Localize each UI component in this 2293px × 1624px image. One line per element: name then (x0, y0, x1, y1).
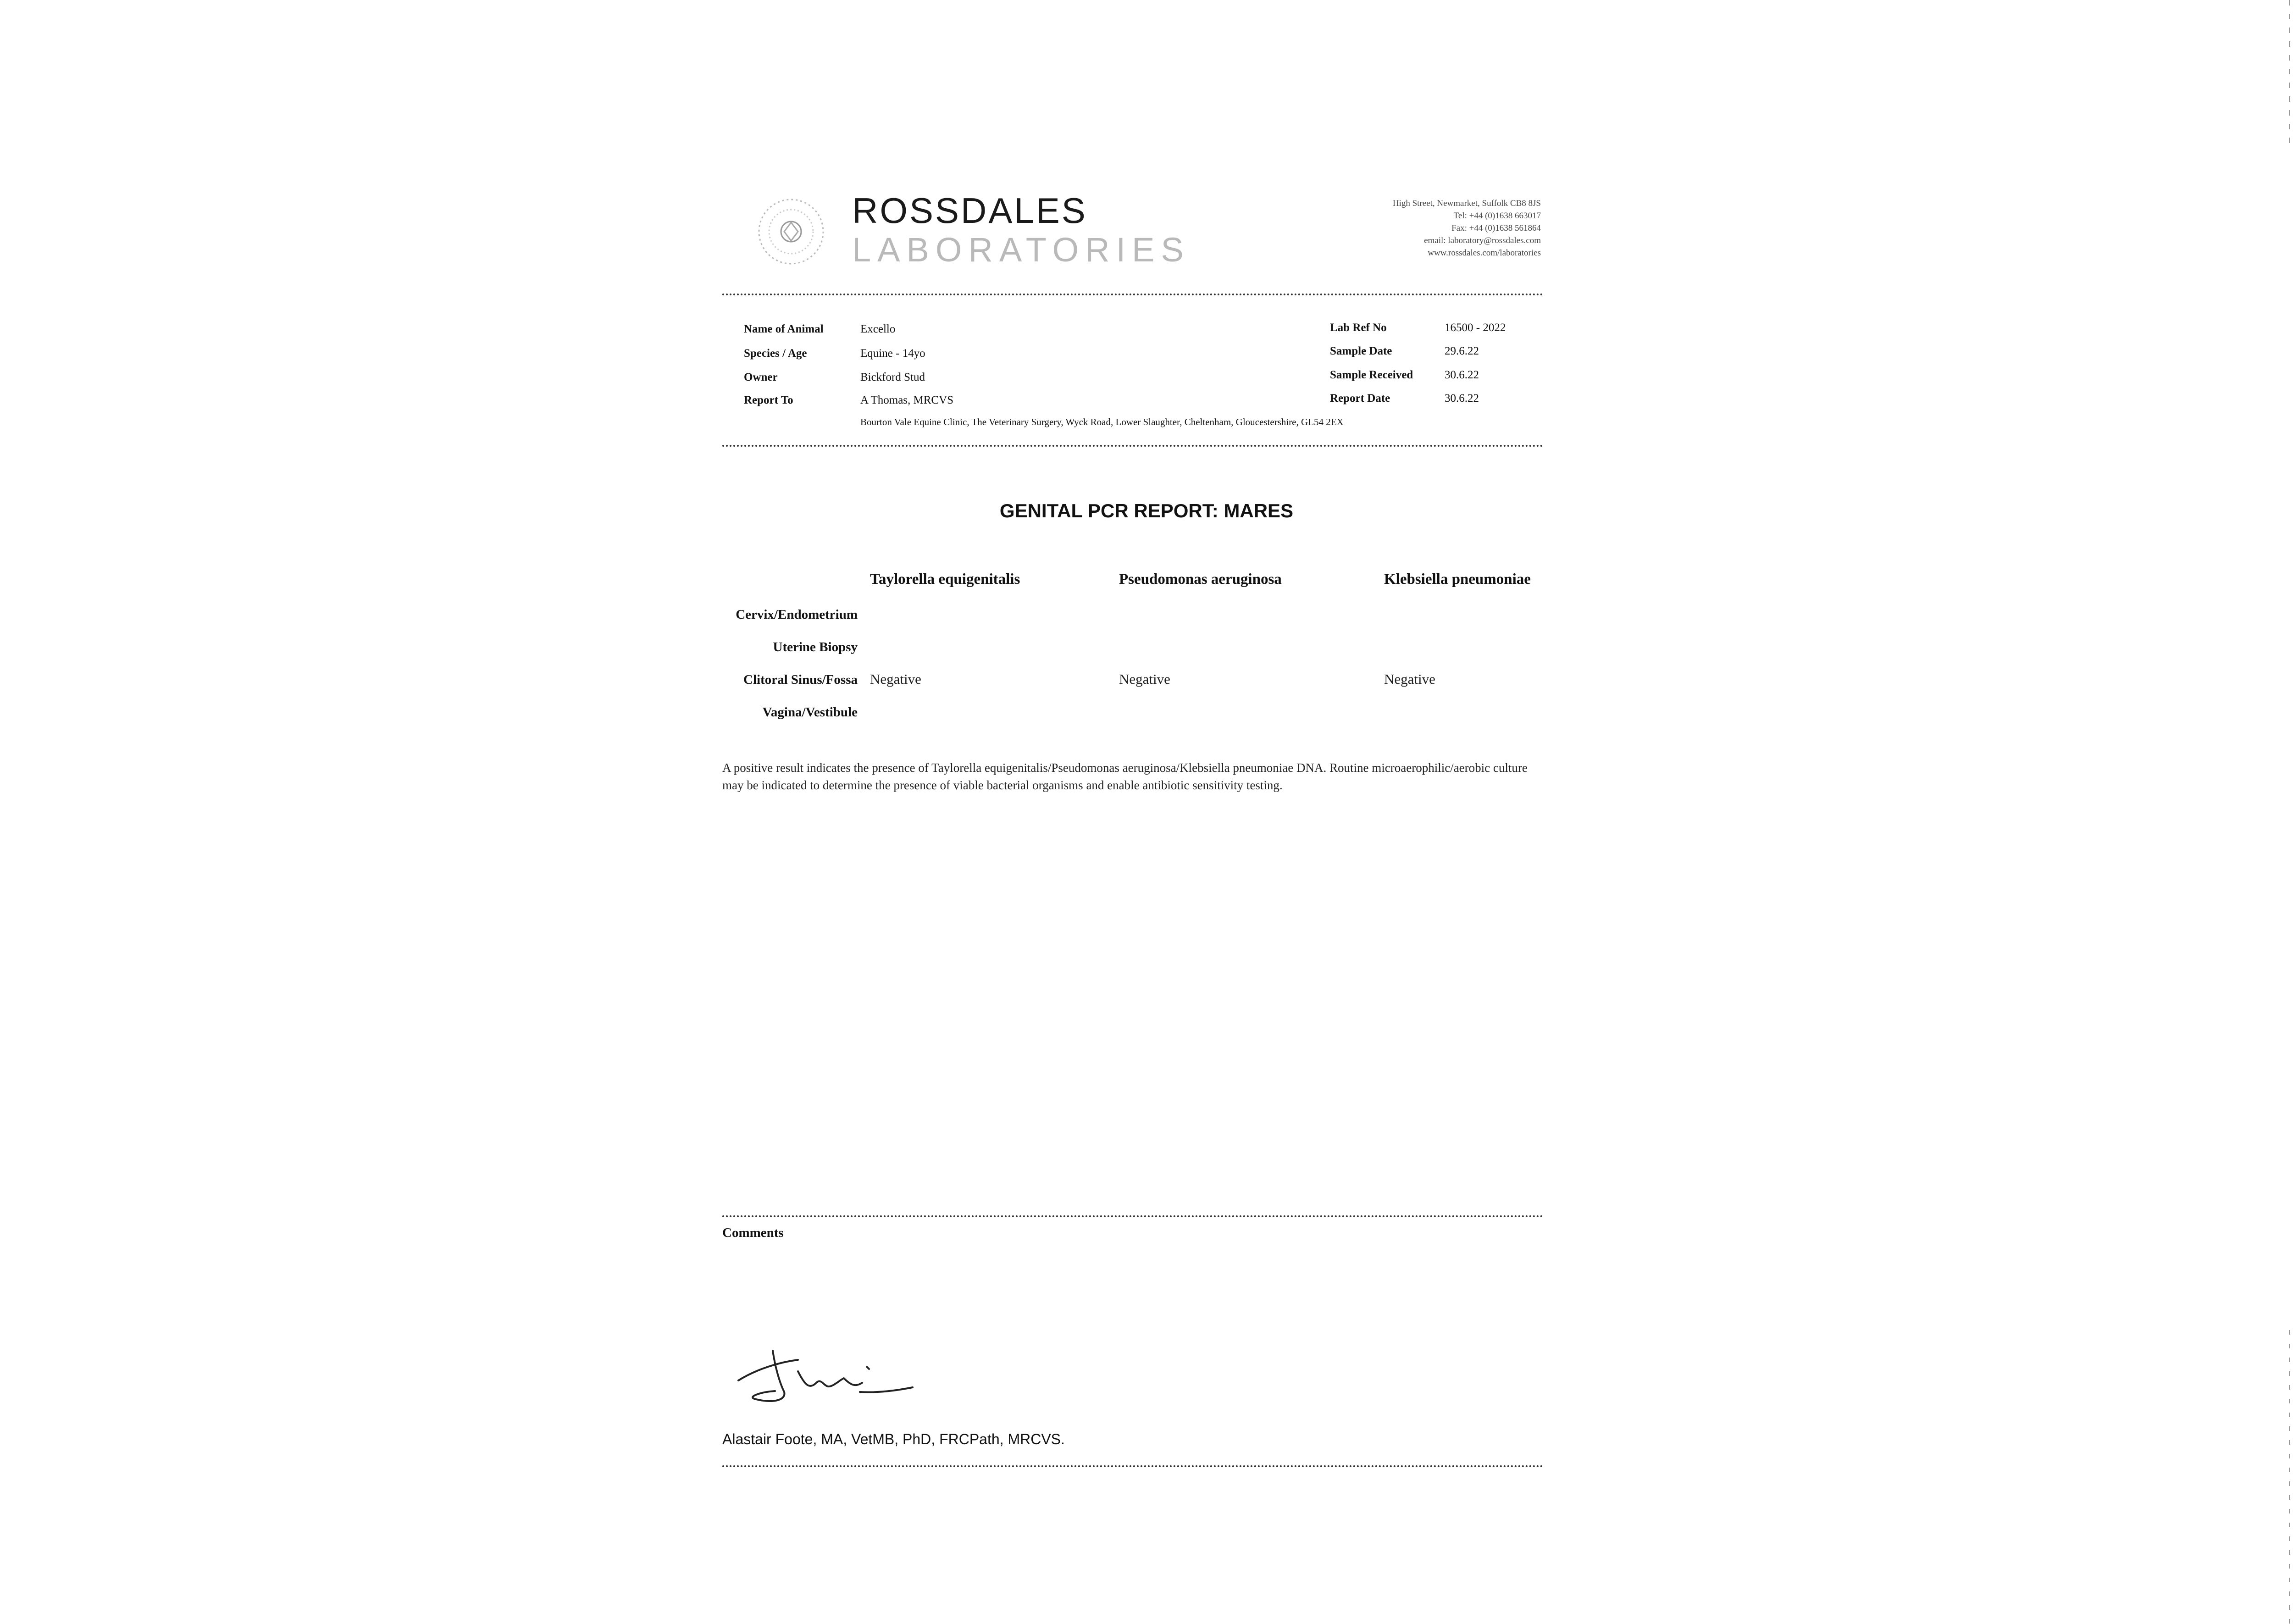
comments-label: Comments (722, 1225, 784, 1240)
column-header-taylorella: Taylorella equigenitalis (870, 571, 1020, 588)
contact-address: High Street, Newmarket, Suffolk CB8 8JS (1392, 199, 1541, 208)
result-clitoral-klebsiella: Negative (1384, 671, 1435, 687)
contact-email: email: laboratory@rossdales.com (1424, 236, 1541, 245)
contact-website: www.rossdales.com/laboratories (1428, 248, 1541, 258)
info-divider (722, 445, 1543, 447)
label-species: Species / Age (744, 347, 807, 360)
value-sample-date: 29.6.22 (1445, 345, 1479, 357)
label-report-date: Report Date (1330, 392, 1390, 405)
comments-divider (722, 1215, 1543, 1217)
value-species: Equine - 14yo (860, 347, 925, 360)
row-label-uterine-biopsy: Uterine Biopsy (773, 640, 858, 654)
value-report-to: A Thomas, MRCVS (860, 394, 954, 406)
contact-fax: Fax: +44 (0)1638 561864 (1451, 223, 1541, 233)
value-sample-received: 30.6.22 (1445, 369, 1479, 381)
scan-edge-marks (2287, 0, 2293, 1624)
report-title: GENITAL PCR REPORT: MARES (999, 500, 1294, 521)
column-header-klebsiella: Klebsiella pneumoniae (1384, 571, 1531, 588)
value-animal: Excello (860, 323, 896, 335)
interpretation-note: A positive result indicates the presence of Taylorella equigenitalis/Pseudomonas aeruginosa/Klebsiella pneumoniae DNA. Routine microaerophilic/aerobic culture may be indicated to determine the presence of viable bacterial organisms and enable antibiotic sensitivity testing. (722, 761, 1528, 792)
row-label-vagina: Vagina/Vestibule (762, 705, 858, 720)
rossdales-logo-icon (752, 193, 830, 271)
lab-contact-block (1393, 197, 1541, 259)
label-animal: Name of Animal (744, 323, 824, 335)
value-lab-ref: 16500 - 2022 (1445, 321, 1506, 334)
header-divider (722, 294, 1543, 295)
contact-tel: Tel: +44 (0)1638 663017 (1453, 211, 1541, 221)
signature-icon (729, 1341, 940, 1419)
label-lab-ref: Lab Ref No (1330, 321, 1387, 334)
column-header-pseudomonas: Pseudomonas aeruginosa (1119, 571, 1282, 588)
row-label-clitoral-sinus: Clitoral Sinus/Fossa (743, 672, 858, 687)
value-report-date: 30.6.22 (1445, 392, 1479, 405)
label-sample-date: Sample Date (1330, 345, 1392, 357)
row-label-cervix: Cervix/Endometrium (736, 607, 858, 622)
value-address: Bourton Vale Equine Clinic, The Veterinary Surgery, Wyck Road, Lower Slaughter, Cheltenham, Gloucestershire, GL54 2EX (860, 416, 1344, 427)
brand-name: ROSSDALES (852, 190, 1087, 231)
result-clitoral-taylorella: Negative (870, 671, 921, 687)
label-sample-received: Sample Received (1330, 369, 1413, 381)
result-clitoral-pseudomonas: Negative (1119, 671, 1170, 687)
brand-subname: LABORATORIES (852, 231, 1190, 269)
signatory-name: Alastair Foote, MA, VetMB, PhD, FRCPath, MRCVS. (722, 1431, 1065, 1447)
label-owner: Owner (744, 371, 778, 383)
value-owner: Bickford Stud (860, 371, 925, 383)
footer-divider (722, 1465, 1543, 1467)
label-report-to: Report To (744, 394, 793, 406)
